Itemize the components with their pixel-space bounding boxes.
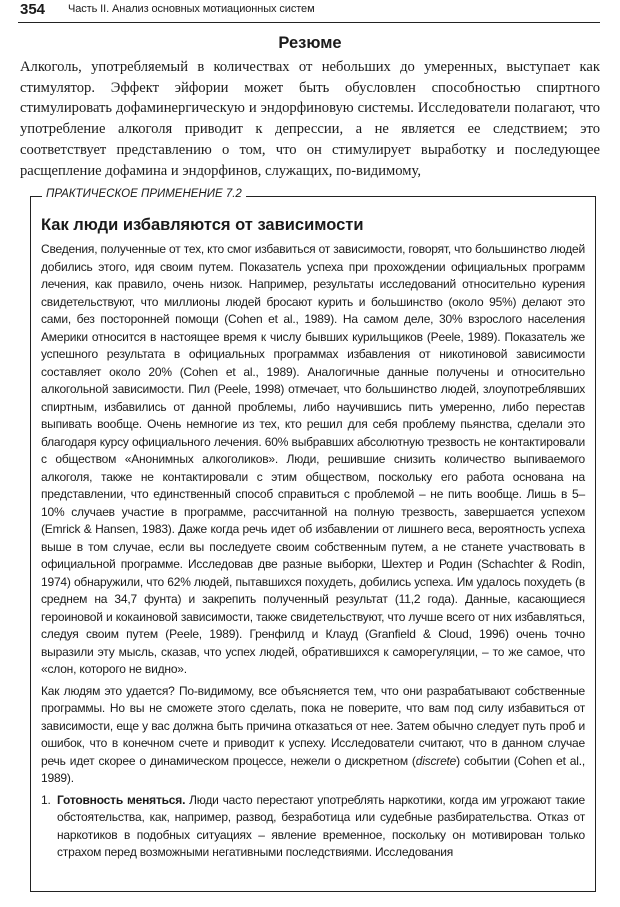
section-title: Резюме bbox=[278, 34, 342, 52]
box-paragraph-1: Сведения, полученные от тех, кто смог избавиться от зависимости, говорят, что большинство людей добились этого, идя своим путем. Показатель успеха при прохождении официальных программ лечения, как правило, очень низок. Например, результаты исследований относительно курения свидетельствуют, что миллионы людей бросают курить и большинство (около 95%) делают это сами, без посторонней помощи (Cohen et al., 1989). На самом деле, 30% взрослого населения Америки относится в настоящее время к числу бывших курильщиков (Peele, 1989). Показатель же успешного результата в официальных программах избавления от никотиновой зависимости составляет около 20% (Cohen et al., 1989). Аналогичные данные получены и относительно алкогольной зависимости. Пил (Peele, 1998) отмечает, что большинство людей, злоупотреблявших спиртным, избавились от данной проблемы, либо научившись пить умеренно, либо перестав выпивать вообще. Очень немногие из тех, кто решил для себя проблему пьянства, сделали это благодаря курсу официального лечения. 60% выбравших абсолютную трезвость не контактировали с обществом «Анонимных алкоголиков». Люди, решившие снизить количество выпиваемого алкоголя, также не контактировали с этим обществом, поскольку его работа основана на представлении, что единственный способ справиться с проблемой – не пить вообще. Лишь в 5–10% случаев участие в программе, рассчитанной на полную трезвость, завершается успехом (Emrick & Hansen, 1983). Даже когда речь идет об избавлении от лишнего веса, вероятность успеха выше в том случае, если вы последуете своим собственным путем, а не станете участвовать в официальной программе. Исследовав две разные выборки, Шехтер и Родин (Schachter & Rodin, 1974) обнаружили, что 62% людей, пытавшихся похудеть, добились успеха. Им удалось похудеть (в среднем на 34,7 фунта) и закрепить полученный результат (11,2 года). Данные, касающиеся героиновой и кокаиновой зависимости, также свидетельствуют, что лучше всего от них избавляться, следуя своим путем (Peele, 1989). Гренфилд и Клауд (Granfield & Cloud, 1996) очень точно выразили эту мысль, сказав, что успех людей, обратившихся к саморегуляции, – то же самое, что «слон, которого не видно». bbox=[41, 242, 585, 676]
running-head: Часть II. Анализ основных мотиационных систем bbox=[68, 3, 315, 15]
list-item-title: Готовность меняться. bbox=[57, 792, 186, 807]
box-paragraph-2-start: Как людям это удается? По-видимому, все объясняется тем, что они разрабатывают собственные программы. Но вы не сможете этого сделать, пока не поверите, что вам под силу избавиться от зависимости, еще у вас должна быть причина отказаться от нее. Затем обычно следует путь проб и ошибок, что в конечном счете и приводит к успеху. Исследователи считают, что в данном случае речь идет скорее о динамическом процессе, нежели о дискретном ( bbox=[41, 683, 585, 768]
page-number: 354 bbox=[20, 1, 46, 18]
list-item-body bbox=[57, 792, 585, 862]
list-item-text: Люди часто перестают употреблять наркотики, когда им угрожают такие обстоятельства, как, например, развод, безработица или судебные разбирательства. Отказ от наркотиков в подобных ситуациях – явление временное, поскольку он мотивирован только страхом перед возможными негативными последствиями. Исследования bbox=[57, 792, 585, 859]
box-paragraph-2 bbox=[41, 683, 585, 788]
box-paragraph-2-italic: discrete bbox=[415, 753, 457, 768]
list-item bbox=[41, 792, 585, 862]
box-paragraph-2-end: ) событии (Cohen et al., 1989). bbox=[41, 753, 585, 785]
list-item-number: 1. bbox=[41, 792, 51, 807]
sidebar-box-body bbox=[41, 241, 585, 862]
summary-paragraph: Алкоголь, употребляемый в количествах от небольших до умеренных, выступает как стимулятор. Эффект эйфории может быть обусловлен способностью спиртного стимулировать дофаминергическую и эндорфиновую системы. Исследователи полагают, что употребление алкоголя приводит к депрессии, а не является ее следствием; это соответствует представлению о том, что он стимулирует выработку и последующее расщепление дофамина и эндорфинов, служащих, по-видимому, bbox=[20, 59, 600, 179]
sidebar-box-label: ПРАКТИЧЕСКОЕ ПРИМЕНЕНИЕ 7.2 bbox=[42, 188, 246, 200]
sidebar-box-title: Как люди избавляются от зависимости bbox=[41, 216, 364, 234]
page-header bbox=[18, 0, 600, 23]
